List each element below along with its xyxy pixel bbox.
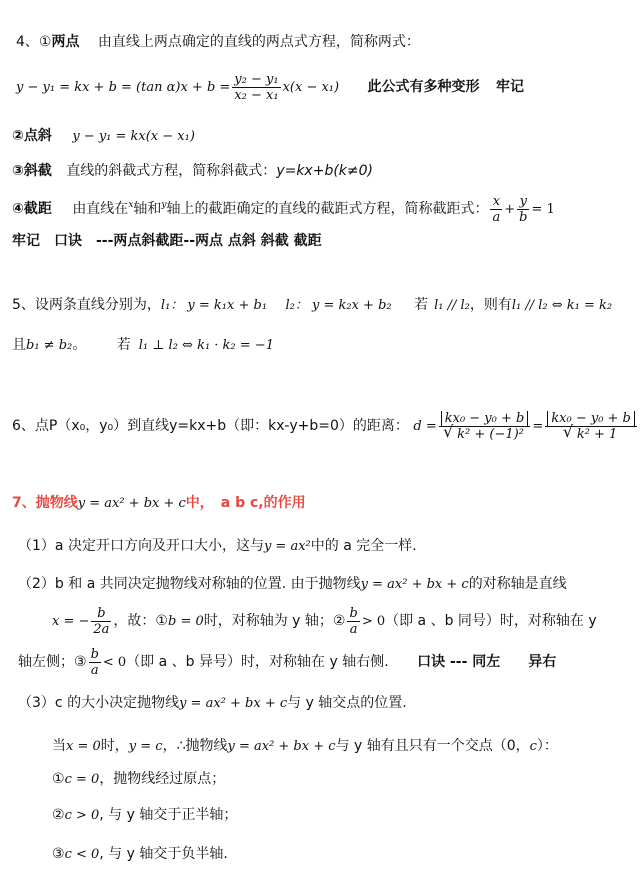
- case-marker: ③: [52, 846, 65, 862]
- axis-x-eq: x = −: [52, 614, 90, 629]
- s5-if-perp: 若: [116, 337, 131, 353]
- case-condition: c > 0: [64, 808, 100, 823]
- case-marker: ②: [52, 807, 65, 823]
- s7-p2-line1: [18, 575, 640, 594]
- fraction-denominator: b: [519, 209, 528, 225]
- point-slope-label: ②点斜: [12, 128, 52, 144]
- case-condition: c = 0: [64, 772, 100, 787]
- intercept-fraction-y: [517, 194, 529, 225]
- intercept-desc-b: 轴和: [133, 201, 162, 217]
- fraction-numerator: x: [492, 193, 501, 209]
- intercept-plus: +: [504, 202, 516, 217]
- sqrt-radicand: k² + 1: [576, 426, 618, 442]
- s7-title-formula: y = ax² + bx + c: [77, 496, 186, 511]
- slope-intercept-line: [12, 162, 640, 180]
- sqrt-radicand: k² + (−1)²: [457, 426, 524, 442]
- case-c-negative: [52, 845, 640, 864]
- fraction-numerator: y₂ − y₁: [234, 71, 279, 87]
- ratio-fraction-negative: [89, 647, 101, 678]
- case-marker: ①: [52, 771, 65, 787]
- distance-fraction-2: [545, 411, 637, 442]
- s4-number: 4、①: [16, 34, 52, 50]
- p2-text-d: （即 a 、b 同号）时，对称轴在 y: [385, 613, 597, 629]
- axis-fraction: [91, 606, 111, 637]
- fraction-numerator: b: [90, 646, 99, 662]
- s5-and: 且: [12, 337, 26, 353]
- intercept-y-var: y: [161, 200, 167, 210]
- case-condition: c < 0: [64, 847, 100, 862]
- p3-formula: y = ax² + bx + c: [179, 696, 288, 711]
- intercept-x-var: x: [128, 200, 134, 210]
- s6-text: 6、点P（x₀，y₀）到直线y=kx+b（即：kx-y+b=0）的距离：: [12, 418, 409, 434]
- s7-p2-line2: [52, 604, 640, 639]
- point-slope-line: [12, 127, 640, 146]
- sqrt-icon: √: [562, 421, 574, 441]
- two-point-formula-rhs: x(x − x₁): [282, 80, 340, 95]
- s7-p3-line1: [18, 694, 640, 713]
- x-zero: x = 0: [66, 739, 101, 754]
- s7-title-a: 7、抛物线: [12, 495, 78, 511]
- case-text: , 与 y 轴交于负半轴.: [99, 846, 228, 862]
- parallel-notation: l₁ // l₂: [434, 298, 470, 313]
- s5-line1: [12, 296, 640, 315]
- p2-text-f: （即 a 、b 异号）时，对称轴在 y 轴右侧.: [126, 654, 389, 670]
- case-text: , 与 y 轴交于正半轴；: [99, 807, 238, 823]
- mnemonic-line: 牢记 口诀 ---两点斜截距--两点 点斜 斜截 截距: [12, 233, 322, 249]
- p3-when: 当: [52, 738, 66, 754]
- slope-intercept-label: ③斜截: [12, 163, 52, 179]
- perpendicular-condition: l₁ ⊥ l₂ ⇔ k₁ · k₂ = −1: [138, 338, 274, 353]
- two-point-formula-lhs: y − y₁ = kx + b = (tan α)x + b =: [16, 80, 231, 95]
- s5-period: 。: [72, 337, 87, 353]
- less-than-zero: < 0: [102, 655, 127, 670]
- b-zero: b = 0: [167, 614, 204, 629]
- s5-if: 若: [414, 297, 429, 313]
- l2-definition: l₂： y = k₂x + b₂: [285, 298, 392, 313]
- intercept-desc-c: 轴上的截距确定的直线的截距式方程，简称截距式：: [166, 201, 489, 217]
- slope-intercept-formula: y=kx+b(k≠0): [276, 163, 374, 179]
- p2-text-e: 轴左侧；③: [18, 654, 87, 670]
- p3-close: ）：: [536, 738, 558, 754]
- distance-label: d =: [413, 419, 437, 434]
- s6-line: [12, 404, 640, 449]
- distance-equals: =: [532, 419, 544, 434]
- s7-p3-line2: [52, 737, 640, 756]
- p3-therefore: ，∴抛物线: [162, 738, 228, 754]
- p3-text-a: c 的大小决定抛物线: [54, 695, 180, 711]
- p1-text-b: 中的 a 完全一样.: [310, 538, 417, 554]
- p1-formula: y = ax²: [263, 539, 311, 554]
- p2-text-a: b 和 a 共同决定抛物线对称轴的位置. 由于抛物线: [54, 576, 361, 592]
- slope-intercept-desc: 直线的斜截式方程，简称斜截式：: [66, 163, 277, 179]
- formula-note-remember: 牢记: [496, 79, 524, 95]
- parallel-condition: l₁ // l₂ ⇔ k₁ = k₂: [511, 298, 613, 313]
- greater-than-zero: > 0: [361, 614, 386, 629]
- fraction-numerator: b: [97, 605, 106, 621]
- s7-p2-line3: [18, 645, 640, 680]
- s7-heading: [12, 494, 640, 513]
- p2-mnemonic: 口诀 --- 同左 异右: [417, 654, 557, 670]
- s5-intro: 5、设两条直线分别为，: [12, 297, 161, 313]
- sqrt-icon: √: [443, 421, 454, 441]
- intercept-fraction-x: [490, 194, 502, 225]
- point-slope-formula: y − y₁ = kx(x − x₁): [72, 129, 195, 144]
- b-condition: b₁ ≠ b₂: [26, 338, 73, 353]
- intercept-form-line: [12, 188, 640, 227]
- p1-text-a: a 决定开口方向及开口大小，这与: [54, 538, 264, 554]
- sqrt-denominator-2: [562, 421, 620, 442]
- case-c-zero: [52, 770, 640, 789]
- distance-numerator-2: kx₀ − y₀ + b: [547, 411, 635, 426]
- fraction-numerator: y: [519, 193, 527, 209]
- p2-text-b: 的对称轴是直线: [468, 576, 567, 592]
- p2-formula: y = ax² + bx + c: [360, 577, 469, 592]
- p2-index: （2）: [18, 576, 55, 592]
- two-point-fraction: [232, 72, 280, 103]
- c-var: c: [529, 739, 537, 754]
- p2-text-c: 时，对称轴为 y 轴；②: [203, 613, 346, 629]
- two-point-formula-line: [16, 70, 640, 105]
- case-text: ，抛物线经过原点；: [99, 771, 226, 787]
- p3-formula-2: y = ax² + bx + c: [227, 739, 336, 754]
- s4-description: 由直线上两点确定的直线的两点式方程，简称两式：: [97, 34, 420, 50]
- sqrt-denominator-1: [443, 421, 526, 442]
- intercept-equals-one: = 1: [531, 202, 555, 217]
- y-equals-c: y = c: [128, 739, 163, 754]
- fraction-denominator: x₂ − x₁: [232, 87, 280, 103]
- distance-numerator-1: kx₀ − y₀ + b: [441, 411, 529, 426]
- fraction-denominator: 2a: [93, 621, 110, 637]
- intercept-desc-a: 由直线在: [72, 201, 129, 217]
- fraction-denominator: a: [492, 209, 501, 225]
- l1-definition: l₁： y = k₁x + b₁: [160, 298, 268, 313]
- s7-title-b: 中， a b c,的作用: [185, 495, 306, 511]
- p2-therefore: ，故：①: [113, 613, 168, 629]
- distance-fraction-1: [439, 411, 531, 442]
- p3-time: 时，: [100, 738, 129, 754]
- intercept-form-label: ④截距: [12, 201, 52, 217]
- formula-note: 此公式有多种变形: [367, 79, 480, 95]
- p1-index: （1）: [18, 538, 55, 554]
- s4-heading: [16, 33, 640, 51]
- s4-title: 两点: [51, 34, 80, 50]
- case-c-positive: [52, 806, 640, 825]
- p3-intersection-text: 与 y 轴有且只有一个交点（0，: [335, 738, 530, 754]
- ratio-fraction-positive: [347, 606, 359, 637]
- s7-p1: [18, 537, 640, 556]
- fraction-denominator: a: [89, 662, 101, 678]
- p3-index: （3）: [18, 695, 55, 711]
- s5-then: ，则有: [469, 297, 512, 313]
- p3-text-b: 与 y 轴交点的位置.: [287, 695, 407, 711]
- fraction-numerator: b: [349, 605, 358, 621]
- s5-line2: [12, 336, 640, 355]
- fraction-denominator: a: [347, 621, 359, 637]
